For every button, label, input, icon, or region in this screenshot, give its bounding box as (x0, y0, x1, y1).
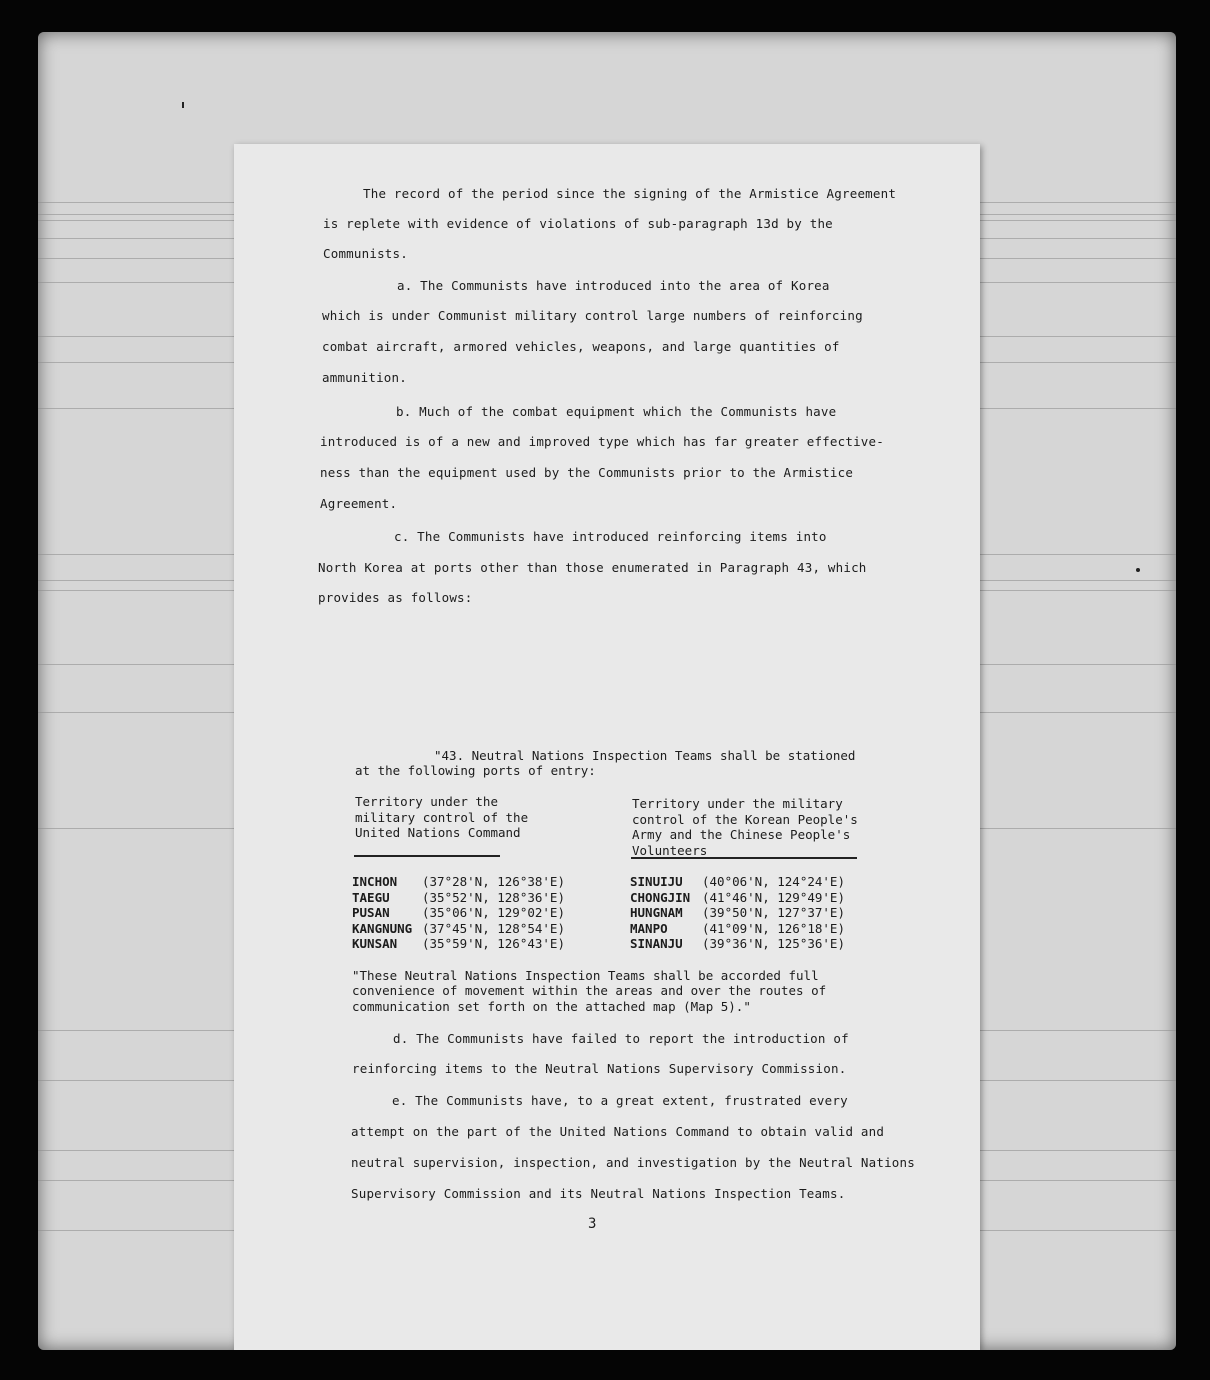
text-line: combat aircraft, armored vehicles, weapons, and large quantities of (322, 339, 840, 354)
text-line: is replete with evidence of violations of sub-paragraph 13d by the (323, 216, 833, 231)
north-territory-heading: Territory under the military control of the Korean People's Army and the Chinese People's Volunteers (632, 796, 858, 858)
port-row (630, 921, 845, 937)
text-line: ammunition. (322, 370, 407, 385)
text-line: neutral supervision, inspection, and investigation by the Neutral Nations (351, 1155, 915, 1170)
text-line: provides as follows: (318, 590, 473, 605)
port-coordinates: (37°28'N, 126°38'E) (422, 874, 565, 889)
port-row (352, 921, 565, 937)
document-page (234, 144, 980, 1350)
text-line: attempt on the part of the United Nations Command to obtain valid and (351, 1124, 885, 1139)
text-line: which is under Communist military control large numbers of reinforcing (322, 308, 863, 323)
port-coordinates: (40°06'N, 124°24'E) (702, 874, 845, 889)
heading-underline (354, 855, 500, 857)
port-name: CHONGJIN (630, 889, 691, 905)
quote-line: at the following ports of entry: (355, 763, 596, 778)
port-name: TAEGU (352, 889, 390, 905)
page-number: 3 (588, 1216, 597, 1232)
port-row (352, 936, 565, 952)
port-name: HUNGNAM (630, 905, 683, 920)
quote-line: communication set forth on the attached map (Map 5)." (352, 999, 751, 1014)
quote-line: "These Neutral Nations Inspection Teams shall be accorded full (352, 968, 819, 983)
port-row (352, 905, 565, 921)
port-row (352, 890, 565, 906)
port-coordinates: (39°36'N, 125°36'E) (702, 936, 845, 951)
port-row (630, 936, 845, 952)
text-line: ness than the equipment used by the Communists prior to the Armistice (320, 465, 854, 480)
text-line: Agreement. (320, 496, 398, 511)
text-line: Supervisory Commission and its Neutral Nations Inspection Teams. (351, 1186, 846, 1201)
heading-underline (631, 857, 857, 859)
port-coordinates: (35°52'N, 128°36'E) (422, 889, 565, 905)
port-row (630, 874, 845, 890)
port-coordinates: (37°45'N, 128°54'E) (422, 920, 565, 936)
text-line: reinforcing items to the Neutral Nations Supervisory Commission. (352, 1061, 847, 1076)
port-coordinates: (41°46'N, 129°49'E) (702, 889, 845, 905)
quote-line: "43. Neutral Nations Inspection Teams shall be stationed (434, 748, 856, 763)
text-line: a. The Communists have introduced into the area of Korea (397, 278, 830, 293)
port-row (630, 890, 845, 906)
text-line: e. The Communists have, to a great extent, frustrated every (392, 1093, 848, 1108)
port-coordinates: (35°06'N, 129°02'E) (422, 905, 565, 920)
microfilm-frame (38, 32, 1176, 1350)
port-name: MANPO (630, 920, 668, 936)
text-line: introduced is of a new and improved type which has far greater effective- (320, 434, 884, 449)
port-name: PUSAN (352, 905, 390, 920)
text-line: The record of the period since the signing of the Armistice Agreement (363, 186, 897, 201)
port-name: INCHON (352, 874, 398, 889)
port-coordinates: (41°09'N, 126°18'E) (702, 920, 845, 936)
port-name: KANGNUNG (352, 920, 413, 936)
un-territory-heading: Territory under the military control of the United Nations Command (355, 794, 529, 840)
text-line: Communists. (323, 246, 408, 261)
port-name: KUNSAN (352, 936, 398, 951)
north-ports-list (630, 874, 845, 952)
port-coordinates: (39°50'N, 127°37'E) (702, 905, 845, 920)
port-row (630, 905, 845, 921)
text-line: b. Much of the combat equipment which the Communists have (396, 404, 837, 419)
quote-line: convenience of movement within the areas and over the routes of (352, 983, 827, 998)
port-name: SINANJU (630, 936, 683, 951)
text-line: d. The Communists have failed to report the introduction of (393, 1031, 849, 1046)
port-coordinates: (35°59'N, 126°43'E) (422, 936, 565, 951)
un-ports-list (352, 874, 565, 952)
port-name: SINUIJU (630, 874, 683, 889)
text-line: c. The Communists have introduced reinforcing items into (394, 529, 827, 544)
port-row (352, 874, 565, 890)
text-line: North Korea at ports other than those enumerated in Paragraph 43, which (318, 560, 867, 575)
